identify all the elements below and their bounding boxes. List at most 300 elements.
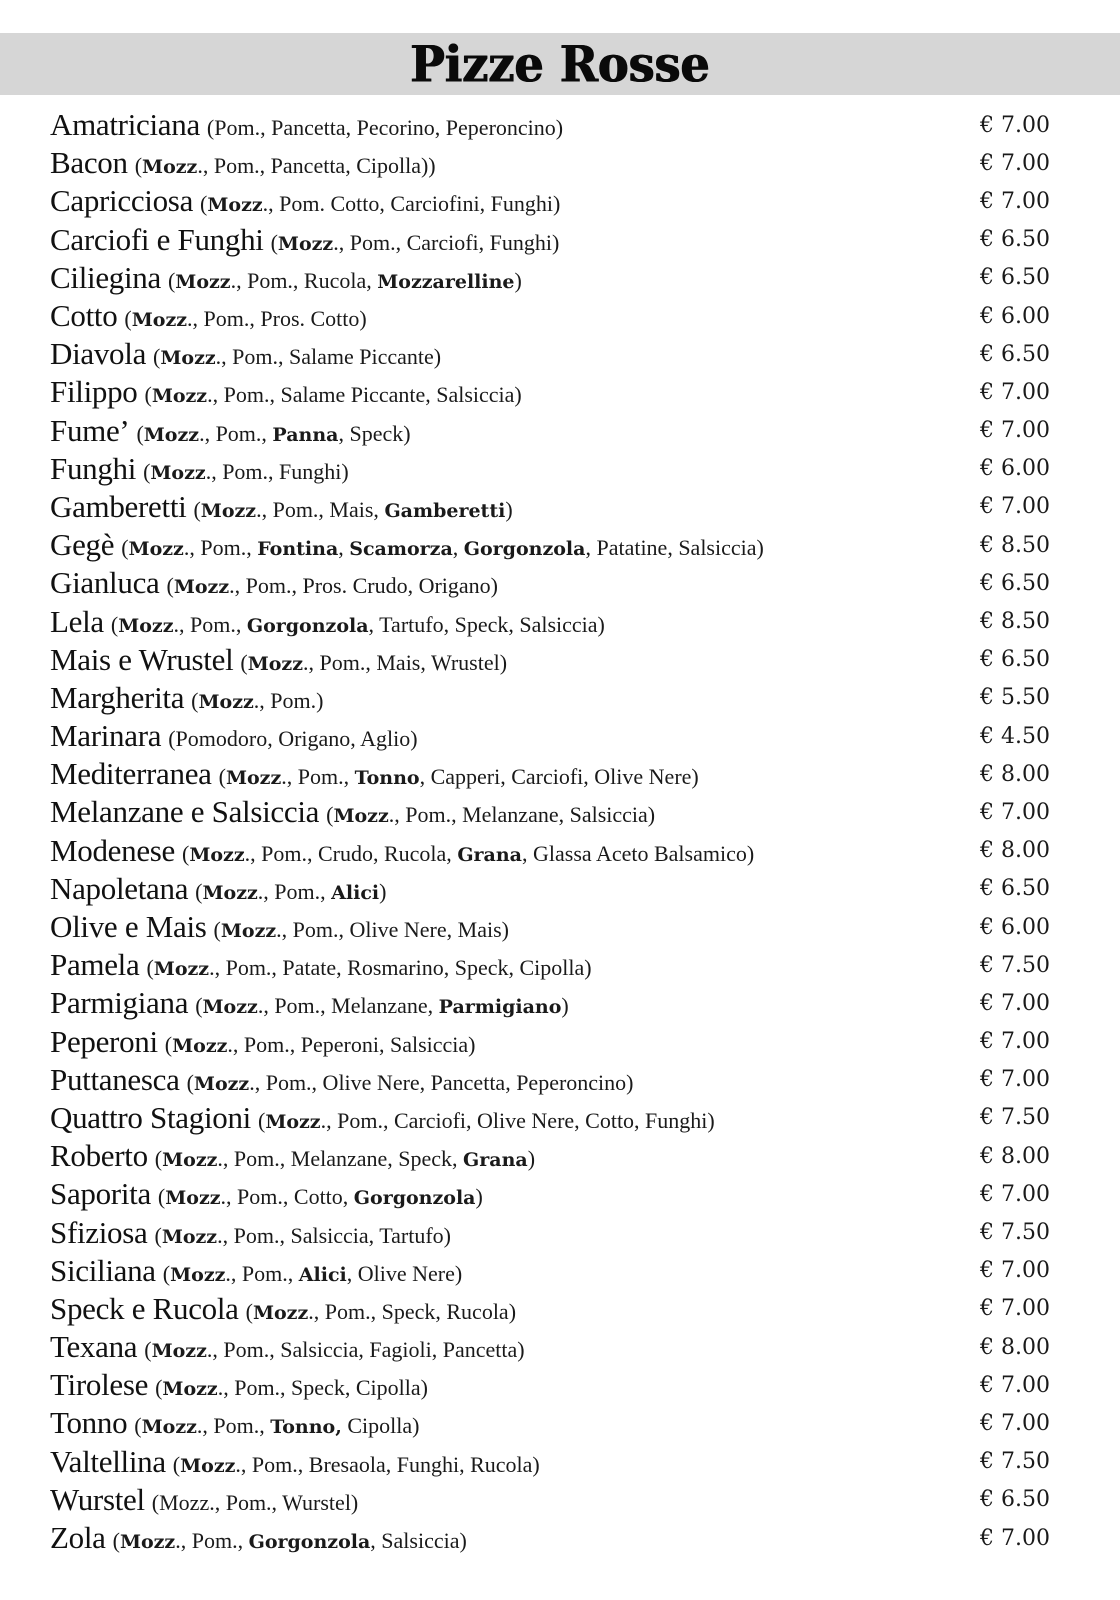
pizza-ingredients bbox=[193, 497, 512, 523]
ingredient-text: ( bbox=[155, 1375, 163, 1401]
pizza-ingredients bbox=[136, 421, 410, 447]
pizza-price: € 6.50 bbox=[980, 341, 1050, 367]
ingredient-text: ) bbox=[379, 878, 387, 904]
ingredient-text: ( bbox=[270, 229, 278, 255]
pizza-ingredients bbox=[207, 115, 563, 141]
menu-item-description bbox=[50, 1100, 715, 1136]
ingredient-highlight: Parmigiano bbox=[438, 996, 562, 1019]
ingredient-text: ( bbox=[146, 955, 154, 981]
pizza-price: € 7.00 bbox=[980, 112, 1050, 138]
pizza-price: € 7.00 bbox=[980, 799, 1050, 825]
menu-item bbox=[50, 450, 1060, 488]
ingredient-highlight: Mozz bbox=[247, 652, 304, 675]
pizza-price: € 7.00 bbox=[980, 494, 1050, 520]
menu-item-description bbox=[50, 642, 507, 678]
pizza-ingredients bbox=[158, 1184, 483, 1210]
pizza-name: Gegè bbox=[50, 527, 115, 563]
menu-item-description bbox=[50, 374, 522, 410]
menu-item-description bbox=[50, 680, 323, 716]
ingredient-text: , Speck) bbox=[338, 420, 411, 446]
pizza-ingredients bbox=[219, 764, 699, 790]
ingredient-highlight: Mozz bbox=[173, 576, 230, 599]
ingredient-text: ., Pom., Melanzane, Speck, bbox=[217, 1146, 464, 1172]
ingredient-highlight: Panna bbox=[272, 423, 339, 446]
pizza-ingredients bbox=[200, 191, 560, 217]
pizza-ingredients bbox=[173, 1452, 540, 1478]
ingredient-highlight: Gorgonzola bbox=[248, 1531, 371, 1554]
pizza-price: € 7.00 bbox=[980, 188, 1050, 214]
menu-item-description bbox=[50, 222, 559, 258]
menu-list bbox=[50, 106, 1060, 1557]
menu-item-description bbox=[50, 604, 605, 640]
menu-item bbox=[50, 1099, 1060, 1137]
menu-item-description bbox=[50, 183, 560, 219]
ingredient-text: ( bbox=[213, 917, 221, 943]
ingredient-highlight: Mozz bbox=[141, 1416, 197, 1439]
ingredient-text: , Olive Nere) bbox=[346, 1260, 463, 1286]
pizza-name: Parmigiana bbox=[50, 985, 189, 1021]
ingredient-text: ., Pom., Patate, Rosmarino, Speck, Cipolla) bbox=[209, 955, 592, 981]
pizza-name: Bacon bbox=[50, 145, 128, 181]
menu-item-description bbox=[50, 107, 563, 143]
section-title: Pizze Rosse bbox=[410, 34, 710, 94]
pizza-ingredients bbox=[163, 1261, 462, 1287]
ingredient-text: ., Pom., Peperoni, Salsiccia) bbox=[227, 1031, 476, 1057]
pizza-name: Olive e Mais bbox=[50, 909, 207, 945]
menu-item bbox=[50, 488, 1060, 526]
pizza-name: Fume’ bbox=[50, 412, 130, 448]
ingredient-text: ( bbox=[257, 1107, 266, 1133]
menu-item bbox=[50, 412, 1060, 450]
pizza-name: Gamberetti bbox=[50, 488, 187, 524]
ingredient-text: , Glassa Aceto Balsamico) bbox=[522, 840, 755, 866]
ingredient-highlight: Mozz bbox=[175, 270, 231, 293]
menu-item-description bbox=[50, 756, 699, 792]
ingredient-text: (Mozz., Pom., Wurstel) bbox=[151, 1489, 359, 1515]
ingredient-text: ., Pom., Speck, Cipolla) bbox=[217, 1375, 428, 1401]
ingredient-text: ( bbox=[166, 573, 174, 599]
ingredient-text: ., Pom., bbox=[183, 535, 258, 561]
ingredient-text: ( bbox=[110, 611, 119, 637]
menu-item bbox=[50, 1519, 1060, 1557]
menu-item bbox=[50, 717, 1060, 755]
ingredient-highlight: Gorgonzola bbox=[463, 538, 586, 561]
menu-item bbox=[50, 641, 1060, 679]
ingredient-text: ., Pom., bbox=[173, 611, 247, 637]
ingredient-text: ( bbox=[218, 764, 226, 790]
ingredient-text: ( bbox=[153, 344, 161, 370]
ingredient-highlight: Gorgonzola bbox=[353, 1187, 476, 1210]
menu-item-description bbox=[50, 1444, 540, 1480]
ingredient-text: ) bbox=[475, 1184, 483, 1210]
pizza-ingredients bbox=[326, 802, 655, 828]
pizza-name: Pamela bbox=[50, 947, 140, 983]
pizza-name: Funghi bbox=[50, 450, 137, 486]
pizza-price: € 7.00 bbox=[980, 1029, 1050, 1055]
menu-item bbox=[50, 1175, 1060, 1213]
ingredient-highlight: Gamberetti bbox=[384, 499, 506, 522]
ingredient-text: ( bbox=[157, 1184, 166, 1210]
menu-item bbox=[50, 221, 1060, 259]
ingredient-text: ( bbox=[240, 649, 248, 675]
pizza-price: € 8.00 bbox=[980, 838, 1050, 864]
menu-item bbox=[50, 602, 1060, 640]
menu-item bbox=[50, 1252, 1060, 1290]
pizza-price: € 8.50 bbox=[980, 609, 1050, 635]
menu-item bbox=[50, 526, 1060, 564]
pizza-price: € 7.00 bbox=[980, 1410, 1050, 1436]
pizza-price: € 7.00 bbox=[980, 1258, 1050, 1284]
ingredient-text: , Patatine, Salsiccia) bbox=[585, 535, 764, 561]
pizza-name: Sfiziosa bbox=[50, 1214, 148, 1250]
pizza-name: Amatriciana bbox=[50, 107, 200, 143]
ingredient-text: ., Pom. Cotto, Carciofini, Funghi) bbox=[262, 191, 561, 217]
ingredient-text: ., Pom., Pancetta, Cipolla)) bbox=[197, 153, 436, 179]
ingredient-highlight: Mozz bbox=[333, 805, 389, 828]
ingredient-highlight: Mozz bbox=[161, 1225, 218, 1248]
ingredient-highlight: Mozz bbox=[160, 347, 216, 370]
ingredient-highlight: Mozz bbox=[118, 614, 174, 637]
menu-item-description bbox=[50, 298, 367, 334]
pizza-price: € 6.50 bbox=[980, 265, 1050, 291]
pizza-price: € 6.00 bbox=[980, 914, 1050, 940]
pizza-ingredients bbox=[182, 841, 754, 867]
ingredient-text: ., Pom., bbox=[175, 1528, 249, 1554]
pizza-ingredients bbox=[144, 1337, 524, 1363]
ingredient-highlight: Mozz bbox=[220, 920, 277, 943]
pizza-name: Texana bbox=[50, 1329, 138, 1365]
pizza-name: Quattro Stagioni bbox=[50, 1099, 251, 1135]
pizza-price: € 6.00 bbox=[980, 303, 1050, 329]
pizza-price: € 7.00 bbox=[980, 379, 1050, 405]
ingredient-text: ., Pom., Crudo, Rucola, bbox=[244, 840, 458, 866]
ingredient-text: Cipolla) bbox=[341, 1413, 420, 1439]
menu-item-description bbox=[50, 451, 349, 487]
menu-item-description bbox=[50, 413, 411, 449]
ingredient-highlight: Mozz bbox=[172, 1034, 228, 1057]
section-header bbox=[0, 33, 1120, 95]
pizza-name: Filippo bbox=[50, 374, 138, 410]
menu-item-description bbox=[50, 1138, 535, 1174]
pizza-name: Lela bbox=[50, 603, 104, 639]
ingredient-text: ( bbox=[200, 191, 208, 217]
ingredient-highlight: Mozz bbox=[165, 1187, 221, 1210]
ingredient-text: ) bbox=[505, 496, 513, 522]
ingredient-text: , bbox=[452, 535, 464, 561]
ingredient-highlight: Alici bbox=[331, 881, 380, 904]
ingredient-highlight: Mozz bbox=[202, 881, 258, 904]
menu-item bbox=[50, 755, 1060, 793]
pizza-price: € 8.00 bbox=[980, 1143, 1050, 1169]
ingredient-highlight: Mozz bbox=[162, 1149, 218, 1172]
menu-item bbox=[50, 106, 1060, 144]
menu-item bbox=[50, 1213, 1060, 1251]
ingredient-highlight: Mozz bbox=[150, 461, 206, 484]
menu-item bbox=[50, 1481, 1060, 1519]
menu-item-description bbox=[50, 947, 592, 983]
ingredient-text: ., Pom., Cotto, bbox=[220, 1184, 354, 1210]
ingredient-highlight: Gorgonzola bbox=[246, 614, 369, 637]
pizza-price: € 6.50 bbox=[980, 570, 1050, 596]
menu-item-description bbox=[50, 1329, 525, 1365]
menu-item bbox=[50, 832, 1060, 870]
ingredient-highlight: Tonno, bbox=[270, 1416, 342, 1439]
pizza-ingredients bbox=[187, 1070, 634, 1096]
pizza-price: € 8.00 bbox=[980, 761, 1050, 787]
ingredient-text: ( bbox=[195, 993, 203, 1019]
menu-item-description bbox=[50, 909, 509, 945]
pizza-name: Margherita bbox=[50, 679, 185, 715]
ingredient-highlight: Tonno bbox=[354, 767, 420, 790]
pizza-name: Wurstel bbox=[50, 1481, 145, 1517]
ingredient-highlight: Mozz bbox=[170, 1263, 226, 1286]
ingredient-text: ( bbox=[144, 382, 152, 408]
menu-item-description bbox=[50, 833, 754, 869]
ingredient-text: ( bbox=[143, 458, 151, 484]
ingredient-text: ( bbox=[245, 1298, 253, 1324]
ingredient-text: ., Pom., Melanzane, Salsiccia) bbox=[388, 802, 656, 828]
pizza-ingredients bbox=[155, 1375, 428, 1401]
ingredient-highlight: Mozz bbox=[131, 309, 188, 332]
pizza-price: € 6.50 bbox=[980, 647, 1050, 673]
pizza-price: € 7.50 bbox=[980, 1449, 1050, 1475]
ingredient-text: ., Pom.) bbox=[253, 687, 324, 713]
menu-item bbox=[50, 1443, 1060, 1481]
pizza-ingredients bbox=[195, 879, 386, 905]
ingredient-highlight: Mozz bbox=[207, 194, 263, 217]
pizza-ingredients bbox=[168, 268, 522, 294]
ingredient-text: ., Pom., Salsiccia, Tartufo) bbox=[217, 1222, 452, 1248]
ingredient-highlight: Fontina bbox=[257, 538, 339, 561]
menu-item-description bbox=[50, 794, 655, 830]
pizza-price: € 7.50 bbox=[980, 952, 1050, 978]
ingredient-highlight: Mozz bbox=[202, 996, 258, 1019]
ingredient-highlight: Alici bbox=[298, 1263, 347, 1286]
ingredient-highlight: Scamorza bbox=[349, 538, 453, 561]
pizza-name: Napoletana bbox=[50, 870, 189, 906]
pizza-name: Puttanesca bbox=[50, 1061, 180, 1097]
ingredient-text: (Pomodoro, Origano, Aglio) bbox=[168, 726, 418, 752]
pizza-ingredients bbox=[155, 1146, 535, 1172]
pizza-ingredients bbox=[154, 1223, 451, 1249]
menu-item-description bbox=[50, 1062, 633, 1098]
ingredient-text: ., Pom., Salame Piccante) bbox=[215, 344, 442, 370]
menu-item bbox=[50, 1404, 1060, 1442]
ingredient-text: ( bbox=[164, 1031, 173, 1057]
ingredient-text: ( bbox=[172, 1451, 181, 1477]
pizza-ingredients bbox=[195, 993, 569, 1019]
ingredient-text: ( bbox=[112, 1528, 120, 1554]
menu-item-description bbox=[50, 527, 764, 563]
pizza-name: Carciofi e Funghi bbox=[50, 221, 264, 257]
menu-item-description bbox=[50, 985, 569, 1021]
ingredient-highlight: Mozz bbox=[143, 423, 200, 446]
ingredient-text: ., Pom., Pros. Cotto) bbox=[187, 306, 367, 332]
pizza-ingredients bbox=[143, 459, 349, 485]
ingredient-text: ., Pom., Mais, Wrustel) bbox=[303, 649, 508, 675]
ingredient-text: ., Pom., bbox=[281, 764, 355, 790]
ingredient-text: , Tartufo, Speck, Salsiccia) bbox=[368, 611, 605, 637]
ingredient-highlight: Mozz bbox=[119, 1531, 176, 1554]
pizza-name: Mais e Wrustel bbox=[50, 641, 234, 677]
ingredient-highlight: Mozz bbox=[277, 232, 334, 255]
ingredient-text: ., Pom., Salame Piccante, Salsiccia) bbox=[207, 382, 522, 408]
ingredient-text: ., Pom., Carciofi, Olive Nere, Cotto, Funghi) bbox=[320, 1107, 715, 1133]
pizza-name: Peperoni bbox=[50, 1023, 158, 1059]
menu-item bbox=[50, 908, 1060, 946]
pizza-ingredients bbox=[258, 1108, 715, 1134]
pizza-name: Valtellina bbox=[50, 1443, 166, 1479]
menu-item-description bbox=[50, 1215, 451, 1251]
ingredient-text: ( bbox=[136, 420, 144, 446]
ingredient-highlight: Mozz bbox=[225, 767, 282, 790]
pizza-price: € 6.00 bbox=[980, 456, 1050, 482]
pizza-name: Speck e Rucola bbox=[50, 1290, 239, 1326]
ingredient-highlight: Mozz bbox=[198, 690, 254, 713]
menu-item-description bbox=[50, 1291, 516, 1327]
ingredient-highlight: Mozz bbox=[180, 1454, 236, 1477]
pizza-name: Capricciosa bbox=[50, 183, 194, 219]
ingredient-text: ) bbox=[527, 1146, 536, 1172]
pizza-ingredients bbox=[124, 306, 366, 332]
menu-item-description bbox=[50, 1253, 462, 1289]
pizza-price: € 7.00 bbox=[980, 1525, 1050, 1551]
pizza-ingredients bbox=[153, 344, 441, 370]
menu-item-description bbox=[50, 718, 418, 754]
menu-item-description bbox=[50, 1405, 419, 1441]
ingredient-text: ., Pom., bbox=[257, 878, 332, 904]
ingredient-highlight: Mozz bbox=[153, 958, 210, 981]
menu-item bbox=[50, 182, 1060, 220]
menu-item bbox=[50, 373, 1060, 411]
ingredient-text: , Salsiccia) bbox=[370, 1528, 467, 1554]
pizza-name: Marinara bbox=[50, 718, 162, 754]
ingredient-text: ., Pom., bbox=[196, 1413, 271, 1439]
menu-item-description bbox=[50, 871, 386, 907]
pizza-ingredients bbox=[240, 650, 507, 676]
menu-item bbox=[50, 1290, 1060, 1328]
ingredient-text: ( bbox=[191, 687, 199, 713]
pizza-name: Cotto bbox=[50, 298, 118, 334]
pizza-ingredients bbox=[246, 1299, 516, 1325]
ingredient-text: ., Pom., bbox=[199, 420, 273, 446]
menu-item bbox=[50, 564, 1060, 602]
ingredient-text: ( bbox=[162, 1260, 171, 1286]
pizza-price: € 7.00 bbox=[980, 1067, 1050, 1093]
ingredient-highlight: Mozz bbox=[252, 1301, 309, 1324]
ingredient-text: ( bbox=[326, 802, 334, 828]
pizza-ingredients bbox=[191, 688, 323, 714]
ingredient-text: ., Pom., bbox=[225, 1260, 299, 1286]
menu-item-description bbox=[50, 260, 522, 296]
pizza-name: Siciliana bbox=[50, 1252, 156, 1288]
pizza-ingredients bbox=[144, 382, 521, 408]
pizza-ingredients bbox=[135, 153, 436, 179]
pizza-name: Tonno bbox=[50, 1405, 128, 1441]
pizza-name: Tirolese bbox=[50, 1367, 149, 1403]
pizza-ingredients bbox=[121, 535, 764, 561]
ingredient-text: ., Pom., Mais, bbox=[256, 496, 385, 522]
ingredient-highlight: Grana bbox=[463, 1149, 528, 1172]
ingredient-highlight: Mozz bbox=[151, 1340, 207, 1363]
ingredient-text: ) bbox=[514, 267, 522, 293]
menu-item bbox=[50, 1023, 1060, 1061]
ingredient-highlight: Mozz bbox=[151, 385, 208, 408]
ingredient-text: ( bbox=[154, 1222, 162, 1248]
pizza-ingredients bbox=[214, 917, 509, 943]
ingredient-text: ., Pom., Olive Nere, Pancetta, Peperoncino) bbox=[249, 1069, 634, 1095]
ingredient-text: ( bbox=[154, 1146, 163, 1172]
ingredient-text: ., Pom., Funghi) bbox=[205, 458, 349, 484]
pizza-price: € 7.50 bbox=[980, 1105, 1050, 1131]
pizza-price: € 7.50 bbox=[980, 1220, 1050, 1246]
menu-item bbox=[50, 259, 1060, 297]
pizza-price: € 4.50 bbox=[980, 723, 1050, 749]
ingredient-text: ( bbox=[144, 1337, 152, 1363]
pizza-price: € 7.00 bbox=[980, 418, 1050, 444]
ingredient-highlight: Mozz bbox=[265, 1110, 321, 1133]
pizza-ingredients bbox=[165, 1032, 476, 1058]
ingredient-text: ( bbox=[193, 496, 201, 522]
pizza-price: € 7.00 bbox=[980, 1181, 1050, 1207]
pizza-ingredients bbox=[271, 230, 560, 256]
ingredient-text: ( bbox=[195, 878, 203, 904]
menu-item bbox=[50, 1366, 1060, 1404]
ingredient-text: ., Pom., Speck, Rucola) bbox=[308, 1298, 517, 1324]
pizza-price: € 8.00 bbox=[980, 1334, 1050, 1360]
ingredient-text: ( bbox=[167, 267, 176, 293]
menu-item-description bbox=[50, 489, 513, 525]
pizza-name: Mediterranea bbox=[50, 756, 212, 792]
ingredient-text: ( bbox=[134, 153, 143, 179]
ingredient-text: ( bbox=[134, 1413, 142, 1439]
pizza-price: € 7.00 bbox=[980, 1296, 1050, 1322]
menu-item-description bbox=[50, 1520, 467, 1556]
ingredient-text: ., Pom., Pros. Crudo, Origano) bbox=[229, 573, 499, 599]
pizza-ingredients bbox=[167, 573, 499, 599]
pizza-price: € 6.50 bbox=[980, 227, 1050, 253]
ingredient-highlight: Mozz bbox=[162, 1378, 218, 1401]
pizza-price: € 7.00 bbox=[980, 150, 1050, 176]
menu-item bbox=[50, 1328, 1060, 1366]
pizza-ingredients bbox=[134, 1413, 419, 1439]
menu-item-description bbox=[50, 565, 498, 601]
ingredient-highlight: Mozz bbox=[189, 843, 245, 866]
ingredient-text: ., Pom., Rucola, bbox=[230, 267, 378, 293]
pizza-name: Zola bbox=[50, 1520, 106, 1556]
pizza-name: Roberto bbox=[50, 1138, 148, 1174]
menu-item bbox=[50, 679, 1060, 717]
menu-item bbox=[50, 1137, 1060, 1175]
ingredient-text: ., Pom., Bresaola, Funghi, Rucola) bbox=[235, 1451, 540, 1477]
ingredient-text: ., Pom., Olive Nere, Mais) bbox=[276, 917, 509, 943]
menu-item-description bbox=[50, 1367, 428, 1403]
ingredient-text: (Pom., Pancetta, Pecorino, Peperoncino) bbox=[206, 115, 564, 141]
pizza-name: Ciliegina bbox=[50, 259, 161, 295]
ingredient-text: ( bbox=[182, 840, 190, 866]
menu-item-description bbox=[50, 336, 441, 372]
ingredient-text: , Capperi, Carciofi, Olive Nere) bbox=[419, 764, 699, 790]
pizza-ingredients bbox=[152, 1490, 358, 1516]
pizza-price: € 6.50 bbox=[980, 1487, 1050, 1513]
ingredient-text: , bbox=[338, 535, 350, 561]
ingredient-text: ( bbox=[124, 306, 132, 332]
menu-item bbox=[50, 144, 1060, 182]
pizza-name: Diavola bbox=[50, 336, 147, 372]
ingredient-text: ) bbox=[561, 993, 569, 1019]
pizza-name: Gianluca bbox=[50, 565, 160, 601]
menu-item bbox=[50, 946, 1060, 984]
